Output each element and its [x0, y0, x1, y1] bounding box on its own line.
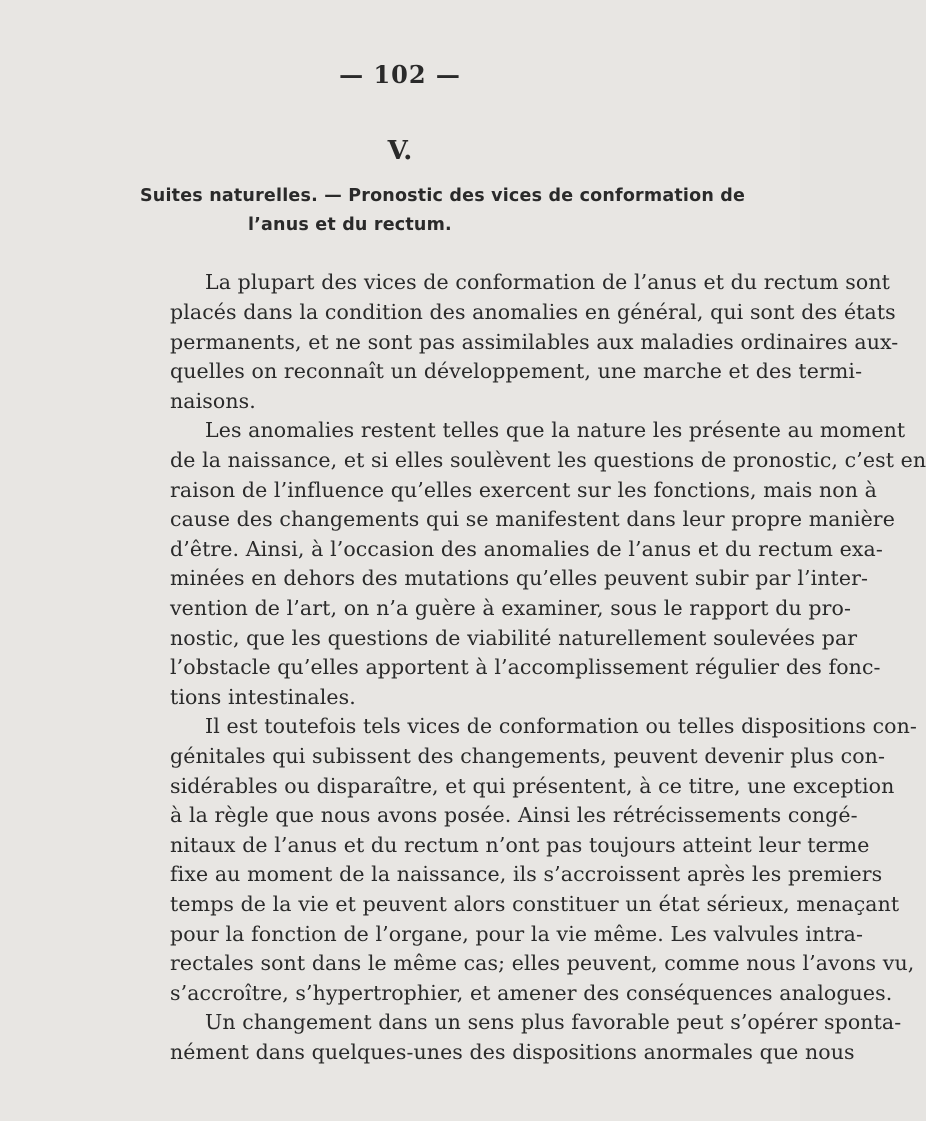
body-line: cause des changements qui se manifestent dans leur propre manière — [170, 507, 895, 531]
body-line: nitaux de l’anus et du rectum n’ont pas toujours atteint leur terme — [170, 833, 870, 857]
body-line: d’être. Ainsi, à l’occasion des anomalies de l’anus et du rectum exa- — [170, 537, 883, 561]
body-line: Les anomalies restent telles que la nature les présente au moment — [205, 418, 906, 442]
body-line: La plupart des vices de conformation de l’anus et du rectum sont — [205, 270, 891, 294]
body-line: vention de l’art, on n’a guère à examiner, sous le rapport du pro- — [170, 596, 851, 620]
body-line: de la naissance, et si elles soulèvent les questions de pronostic, c’est en — [170, 448, 926, 472]
body-line: nostic, que les questions de viabilité naturellement soulevées par — [170, 626, 858, 650]
body-line: sidérables ou disparaître, et qui présentent, à ce titre, une exception — [170, 774, 895, 798]
body-line: placés dans la condition des anomalies en général, qui sont des états — [170, 300, 896, 324]
body-line: minées en dehors des mutations qu’elles peuvent subir par l’inter- — [170, 566, 869, 590]
body-line: raison de l’influence qu’elles exercent sur les fonctions, mais non à — [170, 478, 877, 502]
section-heading — [140, 182, 746, 240]
body-line: tions intestinales. — [170, 685, 356, 709]
body-line: rectales sont dans le même cas; elles peuvent, comme nous l’avons vu, — [170, 951, 915, 975]
body-line: permanents, et ne sont pas assimilables aux maladies ordinaires aux- — [170, 330, 899, 354]
body-line: Un changement dans un sens plus favorable peut s’opérer sponta- — [205, 1010, 902, 1034]
body-line: quelles on reconnaît un développement, une marche et des termi- — [170, 359, 863, 383]
body-line: l’obstacle qu’elles apportent à l’accomplissement régulier des fonc- — [170, 655, 881, 679]
body-line: fixe au moment de la naissance, ils s’accroissent après les premiers — [170, 862, 883, 886]
body-line: à la règle que nous avons posée. Ainsi les rétrécissements congé- — [170, 803, 858, 827]
body-line: génitales qui subissent des changements, peuvent devenir plus con- — [170, 744, 885, 768]
section-heading-line-1: Suites naturelles. — Pronostic des vices de conformation de — [140, 186, 746, 206]
body-line: Il est toutefois tels vices de conformation ou telles dispositions con- — [205, 714, 917, 738]
body-line: nément dans quelques-unes des dispositions anormales que nous — [170, 1040, 855, 1064]
body-line: temps de la vie et peuvent alors constituer un état sérieux, menaçant — [170, 892, 900, 916]
section-heading-line-2: l’anus et du rectum. — [248, 215, 452, 235]
body-line: s’accroître, s’hypertrophier, et amener des conséquences analogues. — [170, 981, 893, 1005]
page-number: — 102 — — [339, 60, 461, 89]
section-number: V. — [387, 136, 413, 166]
body-line: pour la fonction de l’organe, pour la vie même. Les valvules intra- — [170, 922, 863, 946]
body-line: naisons. — [170, 389, 256, 413]
